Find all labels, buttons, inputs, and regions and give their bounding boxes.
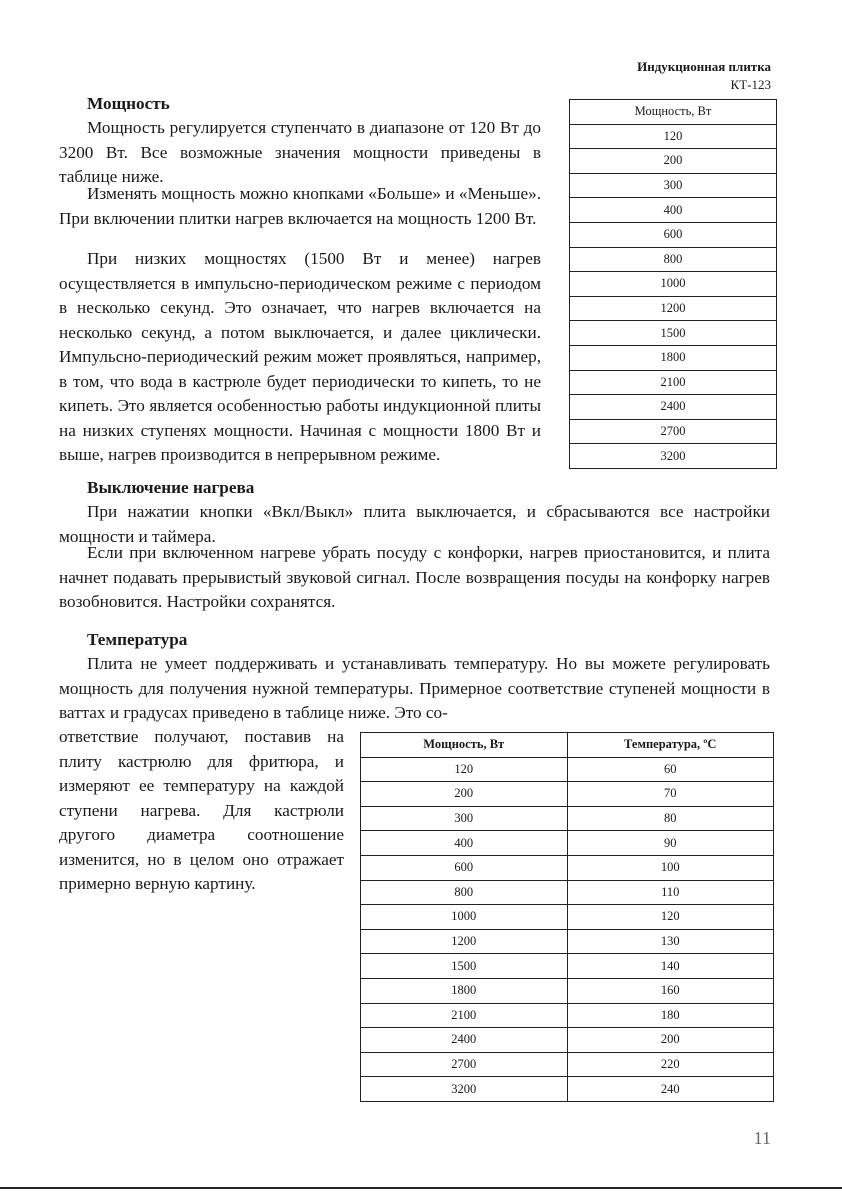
- power-cell: 200: [361, 782, 568, 807]
- temperature-cell: 240: [567, 1077, 774, 1102]
- temperature-cell: 120: [567, 905, 774, 930]
- power-value-cell: 300: [570, 173, 777, 198]
- power-cell: 2400: [361, 1028, 568, 1053]
- table-row: [361, 880, 774, 905]
- heading-power: Мощность: [87, 94, 170, 113]
- table-row: [361, 1028, 774, 1053]
- temperature-cell: 130: [567, 929, 774, 954]
- temp-paragraph-1: Плита не умеет поддерживать и устанавливать температуру. Но вы можете регулировать мощность для получения нужной температуры. Примерное соответствие ступеней мощности в ваттах и градусах приведено в таблице ниже. Это со-: [59, 654, 770, 722]
- table-row: [361, 757, 774, 782]
- power-cell: 1500: [361, 954, 568, 979]
- table-row: [570, 173, 777, 198]
- temperature-cell: 100: [567, 855, 774, 880]
- power-cell: 3200: [361, 1077, 568, 1102]
- power-cell: 120: [361, 757, 568, 782]
- temperature-cell: 90: [567, 831, 774, 856]
- power-cell: 300: [361, 806, 568, 831]
- page-number: 11: [753, 1128, 771, 1148]
- power-cell: 600: [361, 855, 568, 880]
- power-value-cell: 120: [570, 124, 777, 149]
- heading-temperature: Температура: [87, 630, 188, 649]
- temperature-table: [360, 732, 774, 1102]
- temperature-cell: 80: [567, 806, 774, 831]
- power-value-cell: 3200: [570, 444, 777, 469]
- table-row: [570, 198, 777, 223]
- table-row: [361, 806, 774, 831]
- header-product: Индукционная плитка: [637, 59, 771, 74]
- power-value-cell: 2400: [570, 395, 777, 420]
- temp-paragraph-2: ответствие получают, поставив на плиту кастрюлю для фритюра, и измеряют ее температуру на каждой ступени нагрева. Для кастрюли другого диаметра соотношение изменится, но в целом оно отражает примерно верную картину.: [59, 727, 344, 893]
- table-row: [570, 124, 777, 149]
- table-row: [361, 1052, 774, 1077]
- temperature-cell: 180: [567, 1003, 774, 1028]
- table-row: [570, 370, 777, 395]
- table-row: [570, 345, 777, 370]
- temperature-cell: 60: [567, 757, 774, 782]
- running-header: [637, 58, 771, 94]
- power-value-cell: 1000: [570, 272, 777, 297]
- power-value-cell: 1200: [570, 296, 777, 321]
- power-cell: 1800: [361, 978, 568, 1003]
- power-value-cell: 400: [570, 198, 777, 223]
- power-paragraph-1: Мощность регулируется ступенчато в диапазоне от 120 Вт до 3200 Вт. Все возможные значения мощности приведены в таблице ниже.: [59, 118, 541, 186]
- table-row: [570, 395, 777, 420]
- power-cell: 1000: [361, 905, 568, 930]
- table-row: [361, 978, 774, 1003]
- power-cell: 2100: [361, 1003, 568, 1028]
- power-cell: 2700: [361, 1052, 568, 1077]
- power-value-cell: 800: [570, 247, 777, 272]
- table-row: [361, 929, 774, 954]
- header-model: КТ-123: [730, 77, 771, 92]
- temp-table-header-temp: Температура, ºС: [567, 733, 774, 758]
- power-value-cell: 2700: [570, 419, 777, 444]
- temperature-cell: 200: [567, 1028, 774, 1053]
- off-paragraph-2: Если при включенном нагреве убрать посуду с конфорки, нагрев приостановится, и плита начнет подавать прерывистый звуковой сигнал. После возвращения посуды на конфорку нагрев возобновится. Настройки сохранятся.: [59, 543, 770, 611]
- temperature-cell: 220: [567, 1052, 774, 1077]
- temperature-cell: 140: [567, 954, 774, 979]
- power-cell: 400: [361, 831, 568, 856]
- power-cell: 1200: [361, 929, 568, 954]
- heading-off: Выключение нагрева: [87, 478, 255, 497]
- power-cell: 800: [361, 880, 568, 905]
- table-row: [361, 954, 774, 979]
- temp-table-header-power: Мощность, Вт: [361, 733, 568, 758]
- table-row: [570, 149, 777, 174]
- table-row: [570, 222, 777, 247]
- power-value-cell: 1500: [570, 321, 777, 346]
- power-value-cell: 2100: [570, 370, 777, 395]
- table-row: [361, 782, 774, 807]
- temperature-cell: 70: [567, 782, 774, 807]
- off-paragraph-1: При нажатии кнопки «Вкл/Выкл» плита выключается, и сбрасываются все настройки мощности и таймера.: [59, 502, 770, 546]
- table-row: [361, 1003, 774, 1028]
- page-bottom-rule: [0, 1187, 842, 1189]
- power-paragraph-2: Изменять мощность можно кнопками «Больше» и «Меньше». При включении плитки нагрев включается на мощность 1200 Вт.: [59, 184, 541, 228]
- power-table-header: Мощность, Вт: [570, 100, 777, 125]
- power-paragraph-3: При низких мощностях (1500 Вт и менее) нагрев осуществляется в импульсно-периодическом режиме с периодом в несколько секунд. Это означает, что нагрев включается на несколько секунд, а потом выключается, и далее циклически. Импульсно-периодический режим может проявляться, например, в том, что вода в кастрюле будет периодически то кипеть, то не кипеть. Это является особенностью работы индукционной плиты на низких ступенях мощности. Начиная с мощности 1800 Вт и выше, нагрев производится в непрерывном режиме.: [59, 249, 541, 464]
- power-table: [569, 99, 777, 469]
- power-value-cell: 1800: [570, 345, 777, 370]
- temperature-cell: 160: [567, 978, 774, 1003]
- table-row: [570, 444, 777, 469]
- table-row: [570, 247, 777, 272]
- power-value-cell: 600: [570, 222, 777, 247]
- table-row: [570, 296, 777, 321]
- table-row: [361, 831, 774, 856]
- table-row: [570, 321, 777, 346]
- table-row: [361, 855, 774, 880]
- power-value-cell: 200: [570, 149, 777, 174]
- temperature-cell: 110: [567, 880, 774, 905]
- table-row: [361, 905, 774, 930]
- table-row: [570, 272, 777, 297]
- table-row: [361, 1077, 774, 1102]
- table-row: [570, 419, 777, 444]
